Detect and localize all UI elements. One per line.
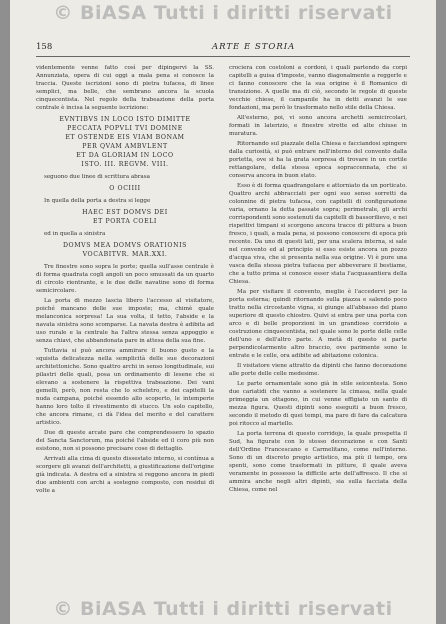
paragraph: Ma per visitare il convento, meglio è l'accedervi per la porta esterna; quindi ritornando sulla piazza e salendo poco tratto nella circostante vigna, si giunge all'abbasso del piano superiore di questo chiostro. Quivi si entra per una porta con arco e di belle proporzioni in un grandioso corridoio a costruzione cinquecentista, nel quale sono le porte delle celle dell'uno e dell'altro parte. A metà di questo si parte perpendicolarmente altro braccio, ove parimente sono le entrate e le celle, ora adibite ad abitazione colonica. — [229, 289, 407, 359]
left-column — [36, 64, 214, 497]
inscription-central-door — [36, 115, 214, 169]
paragraph: La porta di mezzo lascia libero l'accesso al visitatore, poiché mancano delle sue imposte; ma, chimè quale melanconica sorpresa! La sua volta, il tetto, l'abside e la navata sinistra sono scomparse. La navata destra è adibita ad uso rurale e la centrale ha l'altra stessa senza appoggio e senza chiavi, che abbandonata pare in attesa della sua fine. — [36, 298, 214, 344]
watermark-top: © BiASA Tutti i diritti riservati — [53, 2, 393, 24]
inscription-left-door — [36, 241, 214, 259]
inscription-line: HAEC EST DOMVS DEI — [82, 209, 168, 216]
document-page — [10, 0, 436, 624]
inscription-line: EVNTIBVS IN LOCO ISTO DIMITTE — [59, 116, 191, 123]
inscription-right-door — [36, 208, 214, 226]
paragraph: La porta terrena di questo corridojo, la quale prospetta il Sud, ha figurate con lo stesso decorazione e con Santi dell'Ordine Francescano e Carmelitano, come nell'interno. Sono di un discreto pregio artistico, ma più il tempo, ora spenti, sono come trasformati in pitture, il quale aveva veramente in possesso la difficile arte dell'affresco. Il che si ammira anche negli altri dipinti, sia sulla facciata della Chiesa, come nel — [229, 431, 407, 493]
paragraph: crociera con costoloni a cordoni, i quali partendo da corpi capitelli a guisa d'imposte, vanno diagonalmente a reggerle e ci fanno conoscere che la sua origine è il Romanico di transizione. A quelle ma di ciò, secondo le regole di queste vecchie chiese, il campanile ha in detti avanzi le sue fondazioni, ma però lo trasformato nello stile della Chiesa. — [229, 65, 407, 111]
inscription-line: O OCIIII — [109, 185, 141, 192]
paragraph: seguono due linee di scrittura abrasa — [44, 174, 150, 180]
inscription-abraded — [36, 184, 214, 193]
paragraph: Le parte ornamentale sono già in stile seicentesta. Sono due cariatidi che vanno a sostenere la cimasa, nella quale primeggia un ottagono, in cui venne effigiato un santo di mezza figura. Questi dipinti sono eseguiti a buon fresco, secondo il metodo di quei tempi, ma pare di fare da calcatura poi ritocco al martello. — [229, 381, 407, 427]
paragraph: ed in quella a sinistra — [44, 231, 106, 237]
page-header — [36, 42, 410, 56]
paragraph: Arrivati alla cima di questo dissestato interno, si contínua a scorgere gli avanzi dell'architetti, a giustificazione dell'origine già indicata. A destra ed a sinistra si reggono ancora in piedi due ambienti con archi a sostegno composto, con residui di volte a — [36, 456, 214, 494]
inscription-line: ET DA GLORIAM IN LOCO — [76, 152, 174, 159]
inscription-line: DOMVS MEA DOMVS ORATIONIS — [63, 242, 187, 249]
paragraph: Il visitatore viene attratto da dipinti che fanno decorazione alle porte delle celle medesime. — [229, 363, 407, 377]
inscription-line: VOCABITVR. MAR.XXI. — [82, 251, 168, 258]
inscription-line: ISTO. III. REGVM. VIII. — [81, 161, 169, 168]
paragraph: Ritornando sul piazzale della Chiesa e facciandosi spingere dalla curiosità, si può entrare nell'interno del convento dalla portetta, ove si ha la grata sorpresa di trovare in un cortile rettangolare, della stessa epoca sopraccennata, che si conserva ancora in buon stato. — [229, 141, 407, 179]
header-rule — [36, 56, 410, 57]
paragraph: Tuttavia si può ancora ammirare il buono gusto e la squisita delicatezza nella semplicità delle sue decorazioni architettoniche. Sono quattro archi in senso longitudinale, sui pilastri delle quali, posa un ordinamento di lesene che si elevano a sostenere la rispettiva trabeazione. Dei vani gemelli, però, non resta che lo scheletro, e dei capitelli la nuda campana, poiché essendo allo scoperto, le intemperie hanno loro tolto il rivestimento di stucco. Un solo capitello, che ancora rimane, ci dà l'idea del merito e del carattere artistico. — [36, 348, 214, 426]
paragraph: Esso è di forma quadrangolare e attorniato da un porticato. Quattro archi abbracciati per ogni suo senso sorretti da colonnine di pietra tufacea, con capitelli di configurazione varia, ornano la detta passate sopra; perimetrale, gli archi corrispondenti sono sostenuti da capitelli di bassorilievo, e nei rispettivi timpani si scorgono ancora tracce di pittura a buon fresco, i quali, a mala pena, si possono conoscere di epoca più recente. Da uno di questi lati, per una scalera interna, si sale nel convento ed al principio si esso esiste ancora un pozzo d'acqua viva, che si presenta nella sua origine. Vi è pure una vasca della stessa pietra tufacea per abbeverare il bestiame, che a tutto prima si conosce esser stata l'acquasantiera della Chiesa. — [229, 183, 407, 285]
paragraph: In quella della porta a destra si legge — [44, 198, 151, 204]
running-title: ARTE E STORIA — [212, 42, 296, 52]
paragraph: All'esterno, poi, vi sono ancora archetti semicircolari, formati in laterizio, e finestre strette ed alte chiuse in muratura. — [229, 115, 407, 137]
watermark-bottom: © BiASA Tutti i diritti riservati — [53, 598, 393, 620]
inscription-line: ET OSTENDE EIS VIAM BONAM — [65, 134, 185, 141]
paragraph: Tre finestre sono sopra le porte; quella sull'asse centrale è di forma quadrata cogli angoli un poco smussati da un quarto di circolo rientrante, e le due delle navatine sono di forma semicircolare. — [36, 264, 214, 294]
paragraph: videntemente venne fatto così per dipingervi la SS. Annunziata, opera di cui oggi a mala pena si conosce la traccia. Queste iscrizioni sono di pietra tufacea, di linee semplici, ma belle, che sembrano ancora la scuola cinquecentista. Nel regolo della trabeazione della porta centrale è incisa la seguente iscrizione: — [36, 65, 214, 111]
page-number: 158 — [36, 42, 53, 52]
inscription-line: ET PORTA COELI — [93, 218, 157, 225]
paragraph: Due di queste arcate pare che comprendessero lo spazio del Sancta Sanctorum, ma poiché l'abside ed il coro più non esistono, non si possono precisare cose di dettaglio. — [36, 430, 214, 452]
inscription-line: PECCATA POPVLI TVI DOMINE — [67, 125, 183, 132]
right-column — [229, 64, 407, 496]
inscription-line: PER QVAM AMBVLENT — [82, 143, 168, 150]
